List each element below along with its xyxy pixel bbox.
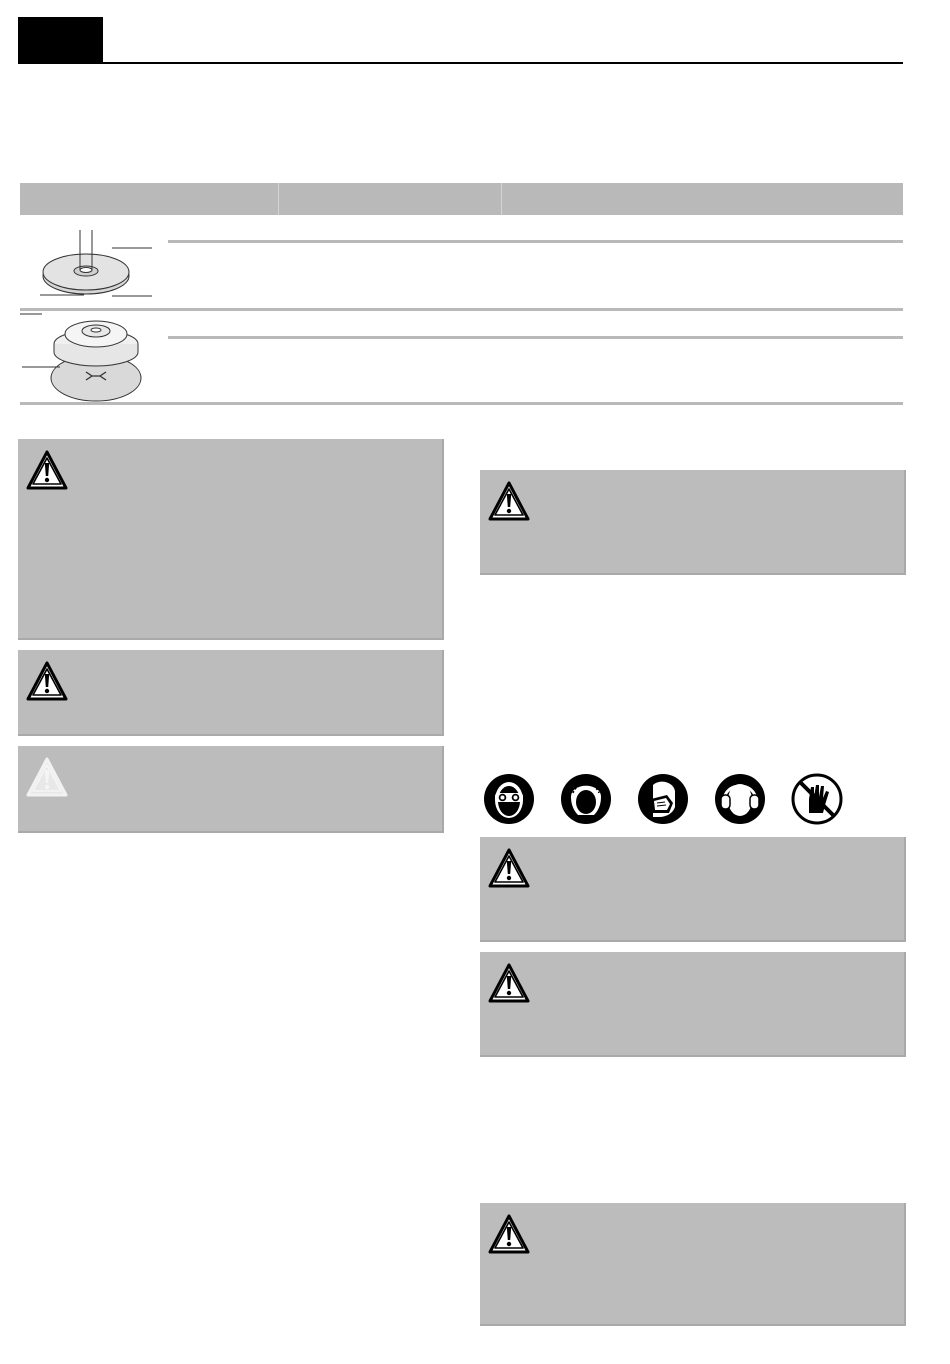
hearing-protection-icon <box>714 773 766 825</box>
warning-box <box>480 952 906 1057</box>
warning-box <box>480 837 906 942</box>
table-row-rule <box>168 336 903 339</box>
table-bottom-rule <box>20 402 903 405</box>
caution-triangle-light-icon <box>26 756 68 798</box>
eye-protection-icon <box>483 773 535 825</box>
dust-mask-icon <box>637 773 689 825</box>
warning-triangle-icon <box>488 962 530 1004</box>
warning-triangle-icon <box>26 660 68 702</box>
warning-box <box>480 1203 906 1326</box>
caution-box <box>18 746 444 833</box>
page-header-tab <box>18 17 103 64</box>
no-gloves-icon <box>791 773 843 825</box>
warning-triangle-icon <box>488 480 530 522</box>
header-rule <box>103 62 903 64</box>
warning-triangle-icon <box>488 1213 530 1255</box>
warning-triangle-icon <box>488 847 530 889</box>
warning-box <box>480 470 906 575</box>
grinding-disc-with-flange-nut-icon <box>28 228 156 302</box>
table-header <box>20 183 903 215</box>
table-row-rule <box>168 240 903 243</box>
table-divider <box>20 308 903 311</box>
warning-box <box>18 650 444 736</box>
warning-triangle-icon <box>26 449 68 491</box>
backing-pad-with-sanding-disc-icon <box>20 312 148 404</box>
hair-protection-icon <box>560 773 612 825</box>
warning-box <box>18 439 444 640</box>
